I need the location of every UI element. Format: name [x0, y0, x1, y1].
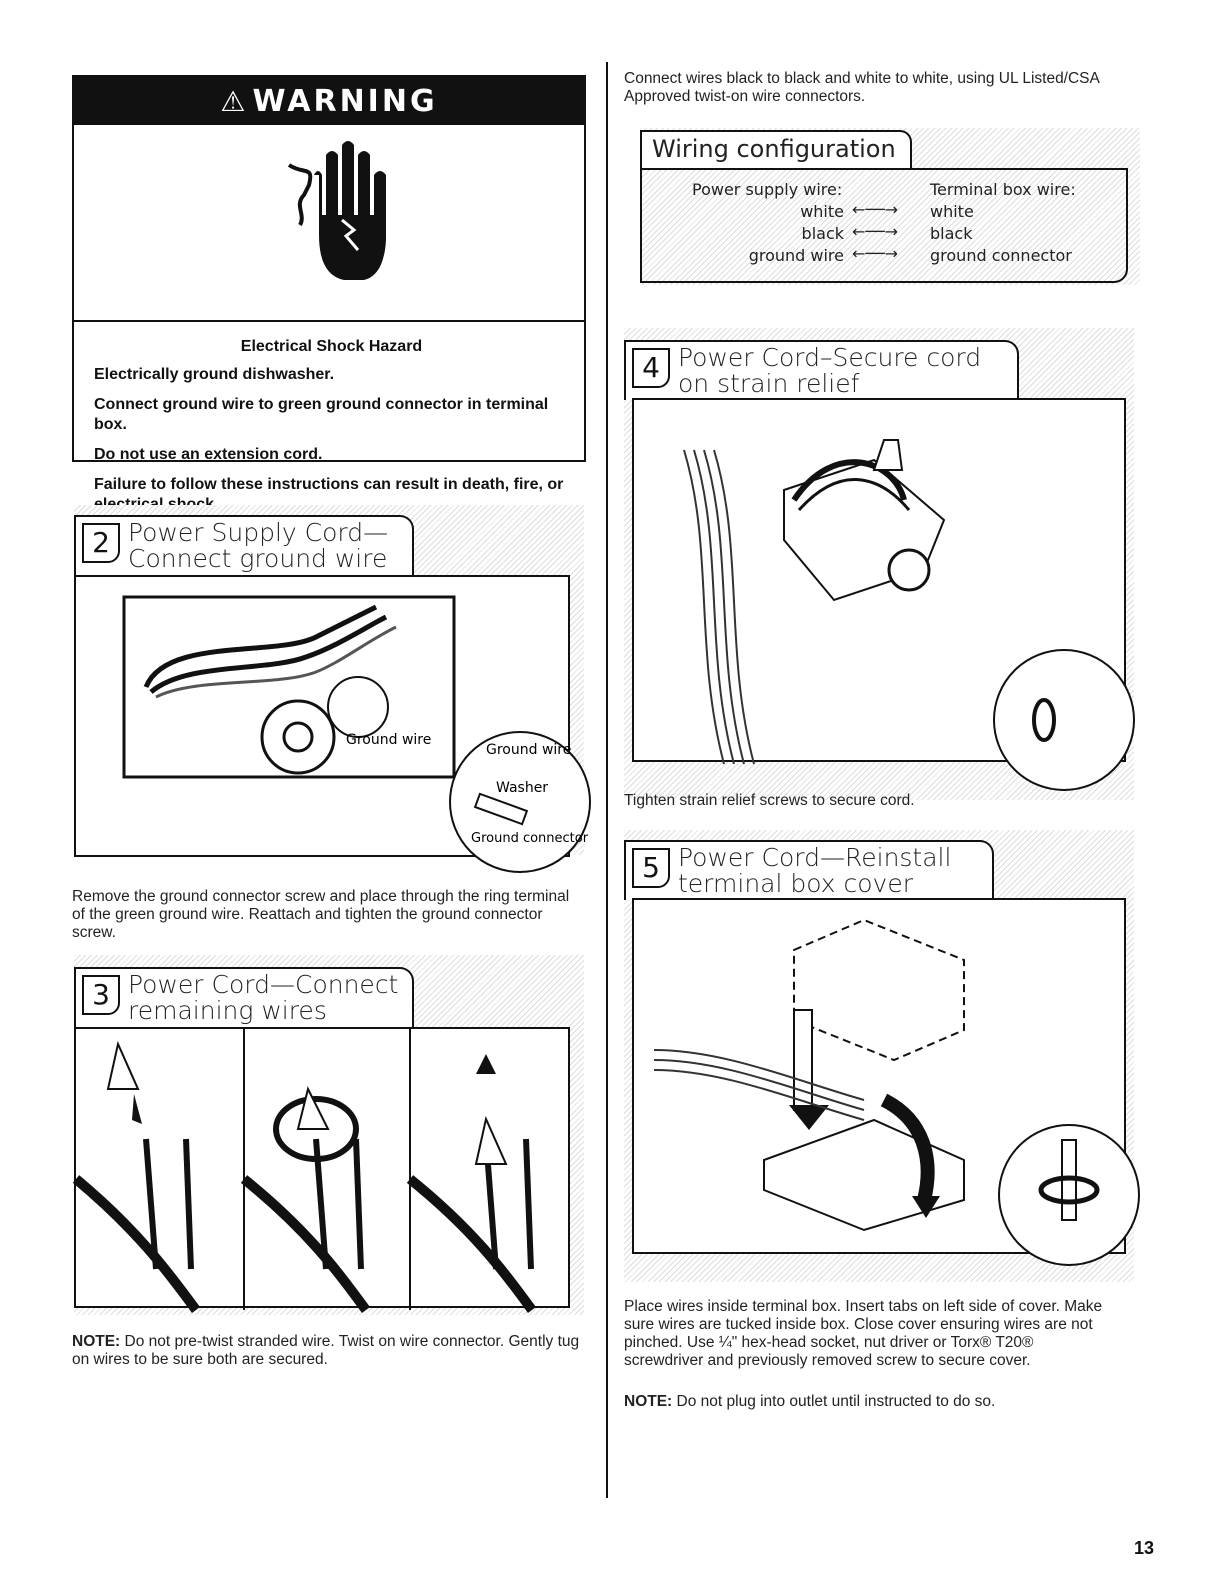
- note-text: Do not plug into outlet until instructed to do so.: [676, 1393, 996, 1410]
- step5-note: [624, 1393, 1114, 1411]
- step-title: [128, 520, 388, 572]
- step5-caption: Place wires inside terminal box. Insert tabs on left side of cover. Make sure wires are tucked inside box. Close cover ensuring wires are not pinched. Use ¼" hex-head socket, nut driver or Torx® T20® screwdriver and previously removed screw to secure cover.: [624, 1298, 1103, 1369]
- step2-illustration: [74, 575, 589, 857]
- step-number: 4: [632, 348, 670, 388]
- strain-relief-illustration: [634, 400, 1128, 764]
- step3-header: [74, 967, 414, 1027]
- step4-header: [624, 340, 1019, 400]
- inset-ground-wire-label: Ground wire: [486, 742, 572, 758]
- col-header-power-supply: Power supply wire:: [692, 180, 843, 199]
- terminal-box-ground-illustration: [76, 577, 589, 859]
- hazard-title: Electrical Shock Hazard: [240, 338, 423, 355]
- step-title-line: on strain relief: [678, 369, 860, 398]
- power-wire-ground: ground wire: [748, 246, 844, 265]
- step-number: 5: [632, 848, 670, 888]
- washer-label: Washer: [496, 780, 549, 796]
- warning-box: [72, 75, 586, 493]
- note-label: NOTE:: [624, 1393, 673, 1410]
- terminal-wire-white: white: [930, 202, 974, 221]
- step5-header: [624, 840, 994, 900]
- step-title-line: Power Cord—Connect: [128, 970, 399, 999]
- warning-triangle-icon: ⚠: [220, 84, 249, 118]
- step-title-line: Connect ground wire: [128, 544, 388, 573]
- double-arrow-icon: ←──→: [852, 222, 899, 241]
- step-number: 3: [82, 975, 120, 1015]
- step2-caption: Remove the ground connector screw and place through the ring terminal of the green ground wire. Reattach and tighten the ground connector screw.: [72, 888, 570, 941]
- warning-line: Failure to follow these instructions can result in death, fire, or: [94, 476, 564, 493]
- step-title: [128, 972, 398, 1024]
- step4-caption: Tighten strain relief screws to secure cord.: [624, 792, 915, 809]
- terminal-box-cover-illustration: [634, 900, 1128, 1256]
- note-text: Do not pre-twist stranded wire. Twist on wire connector. Gently tug on wires to be sure both are secured.: [72, 1333, 580, 1368]
- double-arrow-icon: ←──→: [852, 244, 899, 263]
- step-title-line: Power Cord—Reinstall: [678, 843, 952, 872]
- col-header-terminal-box: Terminal box wire:: [930, 180, 1076, 199]
- step-title-line: Power Cord–Secure cord: [678, 343, 982, 372]
- wiring-config-title: Wiring configuration: [652, 135, 896, 163]
- connect-wires-instruction: Connect wires black to black and white to white, using UL Listed/CSA Approved twist-on wire connectors.: [624, 70, 1100, 105]
- step3-note: [72, 1333, 582, 1369]
- warning-heading: WARNING: [252, 83, 438, 119]
- step-title-line: Power Supply Cord—: [128, 518, 389, 547]
- terminal-wire-black: black: [930, 224, 973, 243]
- ground-wire-label: Ground wire: [346, 732, 432, 748]
- warning-text: [94, 337, 569, 525]
- power-wire-black: black: [801, 224, 844, 243]
- warning-line: Electrically ground dishwasher.: [94, 366, 335, 383]
- wire-connector-sequence-illustration: [76, 1029, 572, 1310]
- warning-line: Do not use an extension cord.: [94, 446, 323, 463]
- step2-header: [74, 515, 414, 575]
- power-wire-white: white: [800, 202, 844, 221]
- step-title-line: terminal box cover: [678, 869, 914, 898]
- step3-illustration: [74, 1027, 570, 1308]
- page-number: 13: [1133, 1538, 1154, 1558]
- warning-header: [74, 77, 584, 125]
- double-arrow-icon: ←──→: [852, 200, 899, 219]
- step4-illustration: [632, 398, 1126, 762]
- terminal-ground-connector: ground connector: [930, 246, 1072, 265]
- wiring-config-table: [640, 168, 1128, 283]
- note-label: NOTE:: [72, 1333, 121, 1350]
- wiring-config-header: [640, 130, 912, 168]
- step-title: [678, 345, 981, 397]
- ground-connector-label: Ground connector: [471, 831, 589, 846]
- step5-illustration: [632, 898, 1126, 1254]
- column-divider: [606, 62, 608, 1498]
- step-number: 2: [82, 523, 120, 563]
- warning-line: Connect ground wire to green ground connector in terminal box.: [94, 396, 549, 433]
- electric-shock-hand-icon: [74, 125, 584, 320]
- shock-hazard-illustration: [74, 125, 584, 322]
- step-title: [678, 845, 951, 897]
- step-title-line: remaining wires: [128, 996, 327, 1025]
